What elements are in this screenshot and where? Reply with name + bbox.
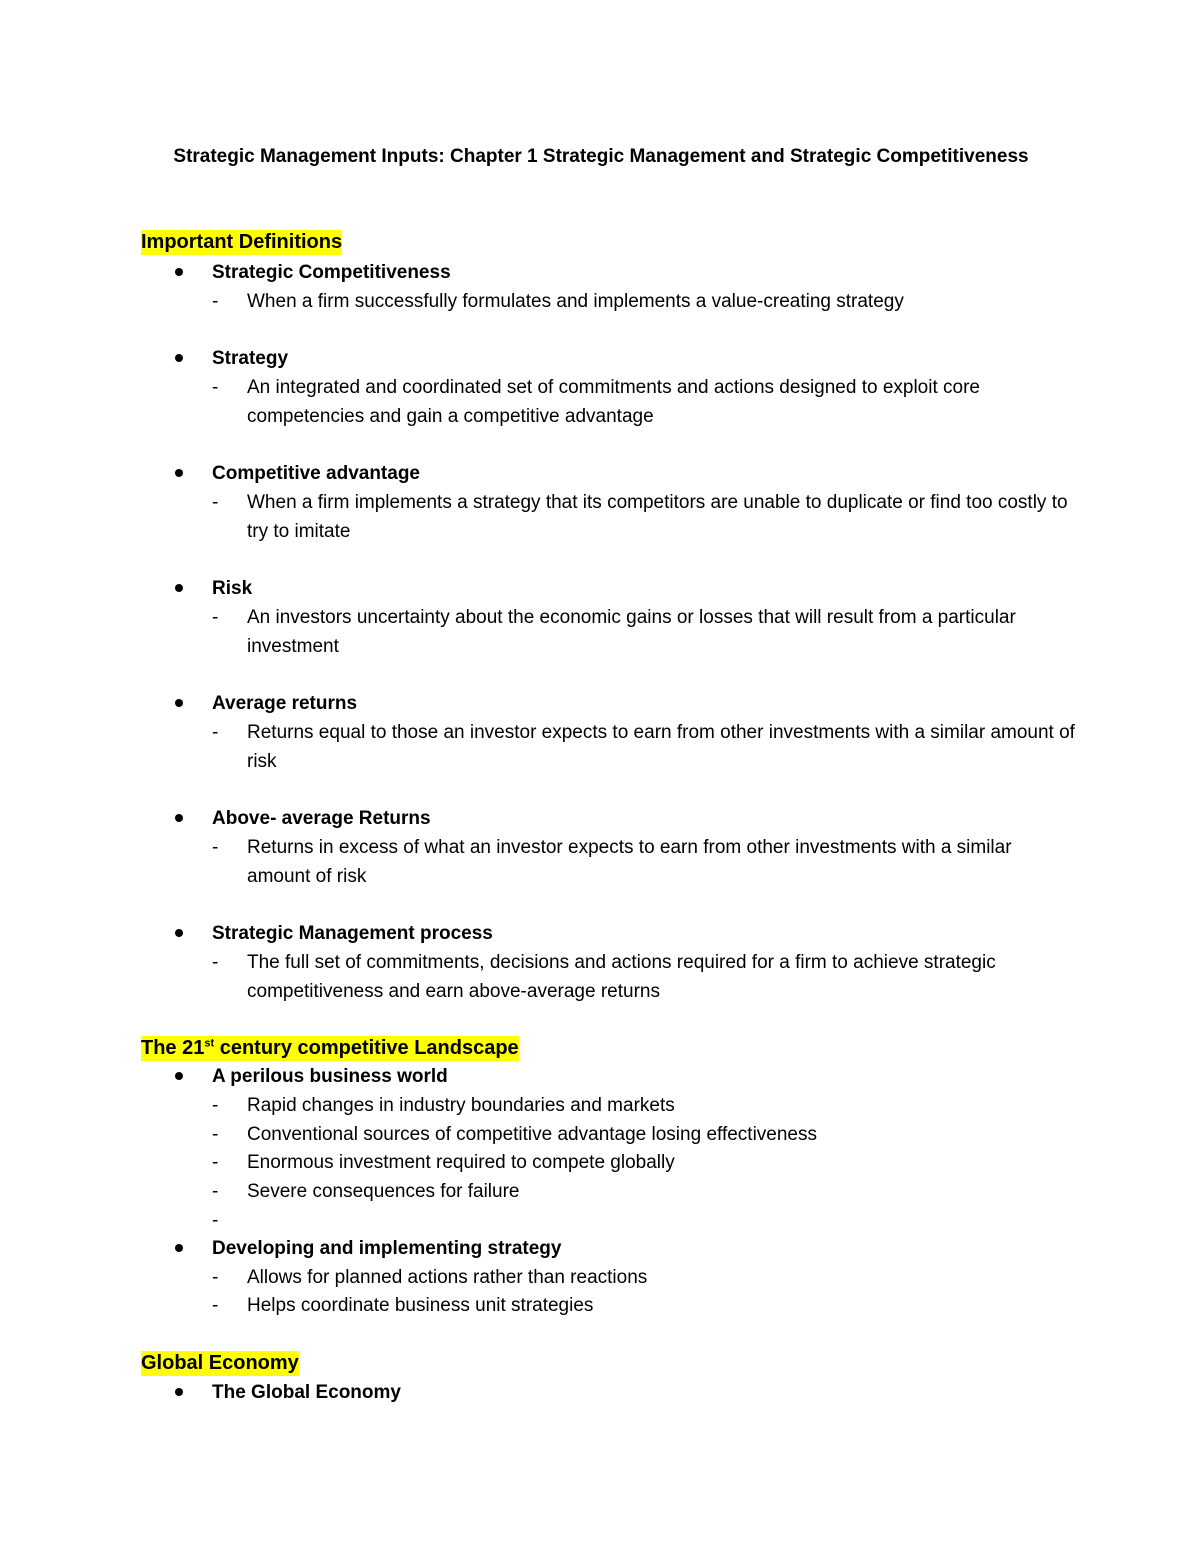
bullet-dot-icon xyxy=(175,268,183,276)
topic-detail-text: Helps coordinate business unit strategies xyxy=(247,1295,594,1316)
dash-marker: - xyxy=(212,607,219,628)
topic-detail-text: Enormous investment required to compete globally xyxy=(247,1152,675,1173)
topic-detail-text: Conventional sources of competitive advantage losing effectiveness xyxy=(247,1124,817,1145)
definition-text: An investors uncertainty about the economic gains or losses that will result from a particular investment xyxy=(247,607,1016,657)
definition-text: The full set of commitments, decisions and actions required for a firm to achieve strategic competitiveness and earn above-average returns xyxy=(247,952,996,1002)
topic-term: The Global Economy xyxy=(212,1382,401,1403)
definition-text: When a firm implements a strategy that its competitors are unable to duplicate or find too costly to try to imitate xyxy=(247,492,1068,542)
definition-term: Competitive advantage xyxy=(212,463,420,484)
definition-text: Returns equal to those an investor expects to earn from other investments with a similar amount of risk xyxy=(247,722,1075,772)
section-heading-competitive-landscape xyxy=(141,1034,519,1062)
section-heading-text: Important Definitions xyxy=(141,231,343,253)
topic-term: A perilous business world xyxy=(212,1066,448,1087)
topic-detail-text: Rapid changes in industry boundaries and markets xyxy=(247,1095,675,1116)
topic-detail-text: Severe consequences for failure xyxy=(247,1181,520,1202)
bullet-dot-icon xyxy=(175,1388,183,1396)
section-heading-text xyxy=(141,1036,519,1061)
heading-superscript: st xyxy=(204,1037,215,1050)
dash-marker: - xyxy=(212,952,219,973)
definition-text: Returns in excess of what an investor expects to earn from other investments with a similar amount of risk xyxy=(247,837,1012,887)
definition-term: Average returns xyxy=(212,693,358,714)
section-heading-important-definitions xyxy=(141,228,342,256)
dash-marker: - xyxy=(212,722,219,743)
bullet-dot-icon xyxy=(175,1072,183,1080)
bullet-dot-icon xyxy=(175,1244,183,1252)
definition-text: When a firm successfully formulates and implements a value-creating strategy xyxy=(247,291,904,312)
dash-marker: - xyxy=(212,492,219,513)
section-heading-text: Global Economy xyxy=(141,1352,299,1374)
dash-marker: - xyxy=(212,1267,219,1288)
dash-marker: - xyxy=(212,1210,219,1231)
heading-part: century competitive Landscape xyxy=(214,1037,519,1059)
dash-marker: - xyxy=(212,837,219,858)
heading-part: The 21 xyxy=(141,1037,205,1059)
bullet-dot-icon xyxy=(175,469,183,477)
dash-marker: - xyxy=(212,291,219,312)
dash-marker: - xyxy=(212,1152,219,1173)
bullet-dot-icon xyxy=(175,699,183,707)
section-heading-global-economy xyxy=(141,1349,299,1377)
document-title: Strategic Management Inputs: Chapter 1 Strategic Management and Strategic Competitiveness xyxy=(173,146,1029,167)
definition-term: Strategic Competitiveness xyxy=(212,262,451,283)
bullet-dot-icon xyxy=(175,354,183,362)
topic-term: Developing and implementing strategy xyxy=(212,1238,562,1259)
dash-marker: - xyxy=(212,1295,219,1316)
dash-marker: - xyxy=(212,1124,219,1145)
definition-term: Strategy xyxy=(212,348,289,369)
definition-text: An integrated and coordinated set of commitments and actions designed to exploit core competencies and gain a competitive advantage xyxy=(247,377,980,427)
definition-term: Strategic Management process xyxy=(212,923,493,944)
topic-detail-text: Allows for planned actions rather than reactions xyxy=(247,1267,648,1288)
definition-term: Risk xyxy=(212,578,253,599)
bullet-dot-icon xyxy=(175,584,183,592)
dash-marker: - xyxy=(212,1181,219,1202)
bullet-dot-icon xyxy=(175,814,183,822)
bullet-dot-icon xyxy=(175,929,183,937)
definition-term: Above- average Returns xyxy=(212,808,431,829)
dash-marker: - xyxy=(212,377,219,398)
dash-marker: - xyxy=(212,1095,219,1116)
